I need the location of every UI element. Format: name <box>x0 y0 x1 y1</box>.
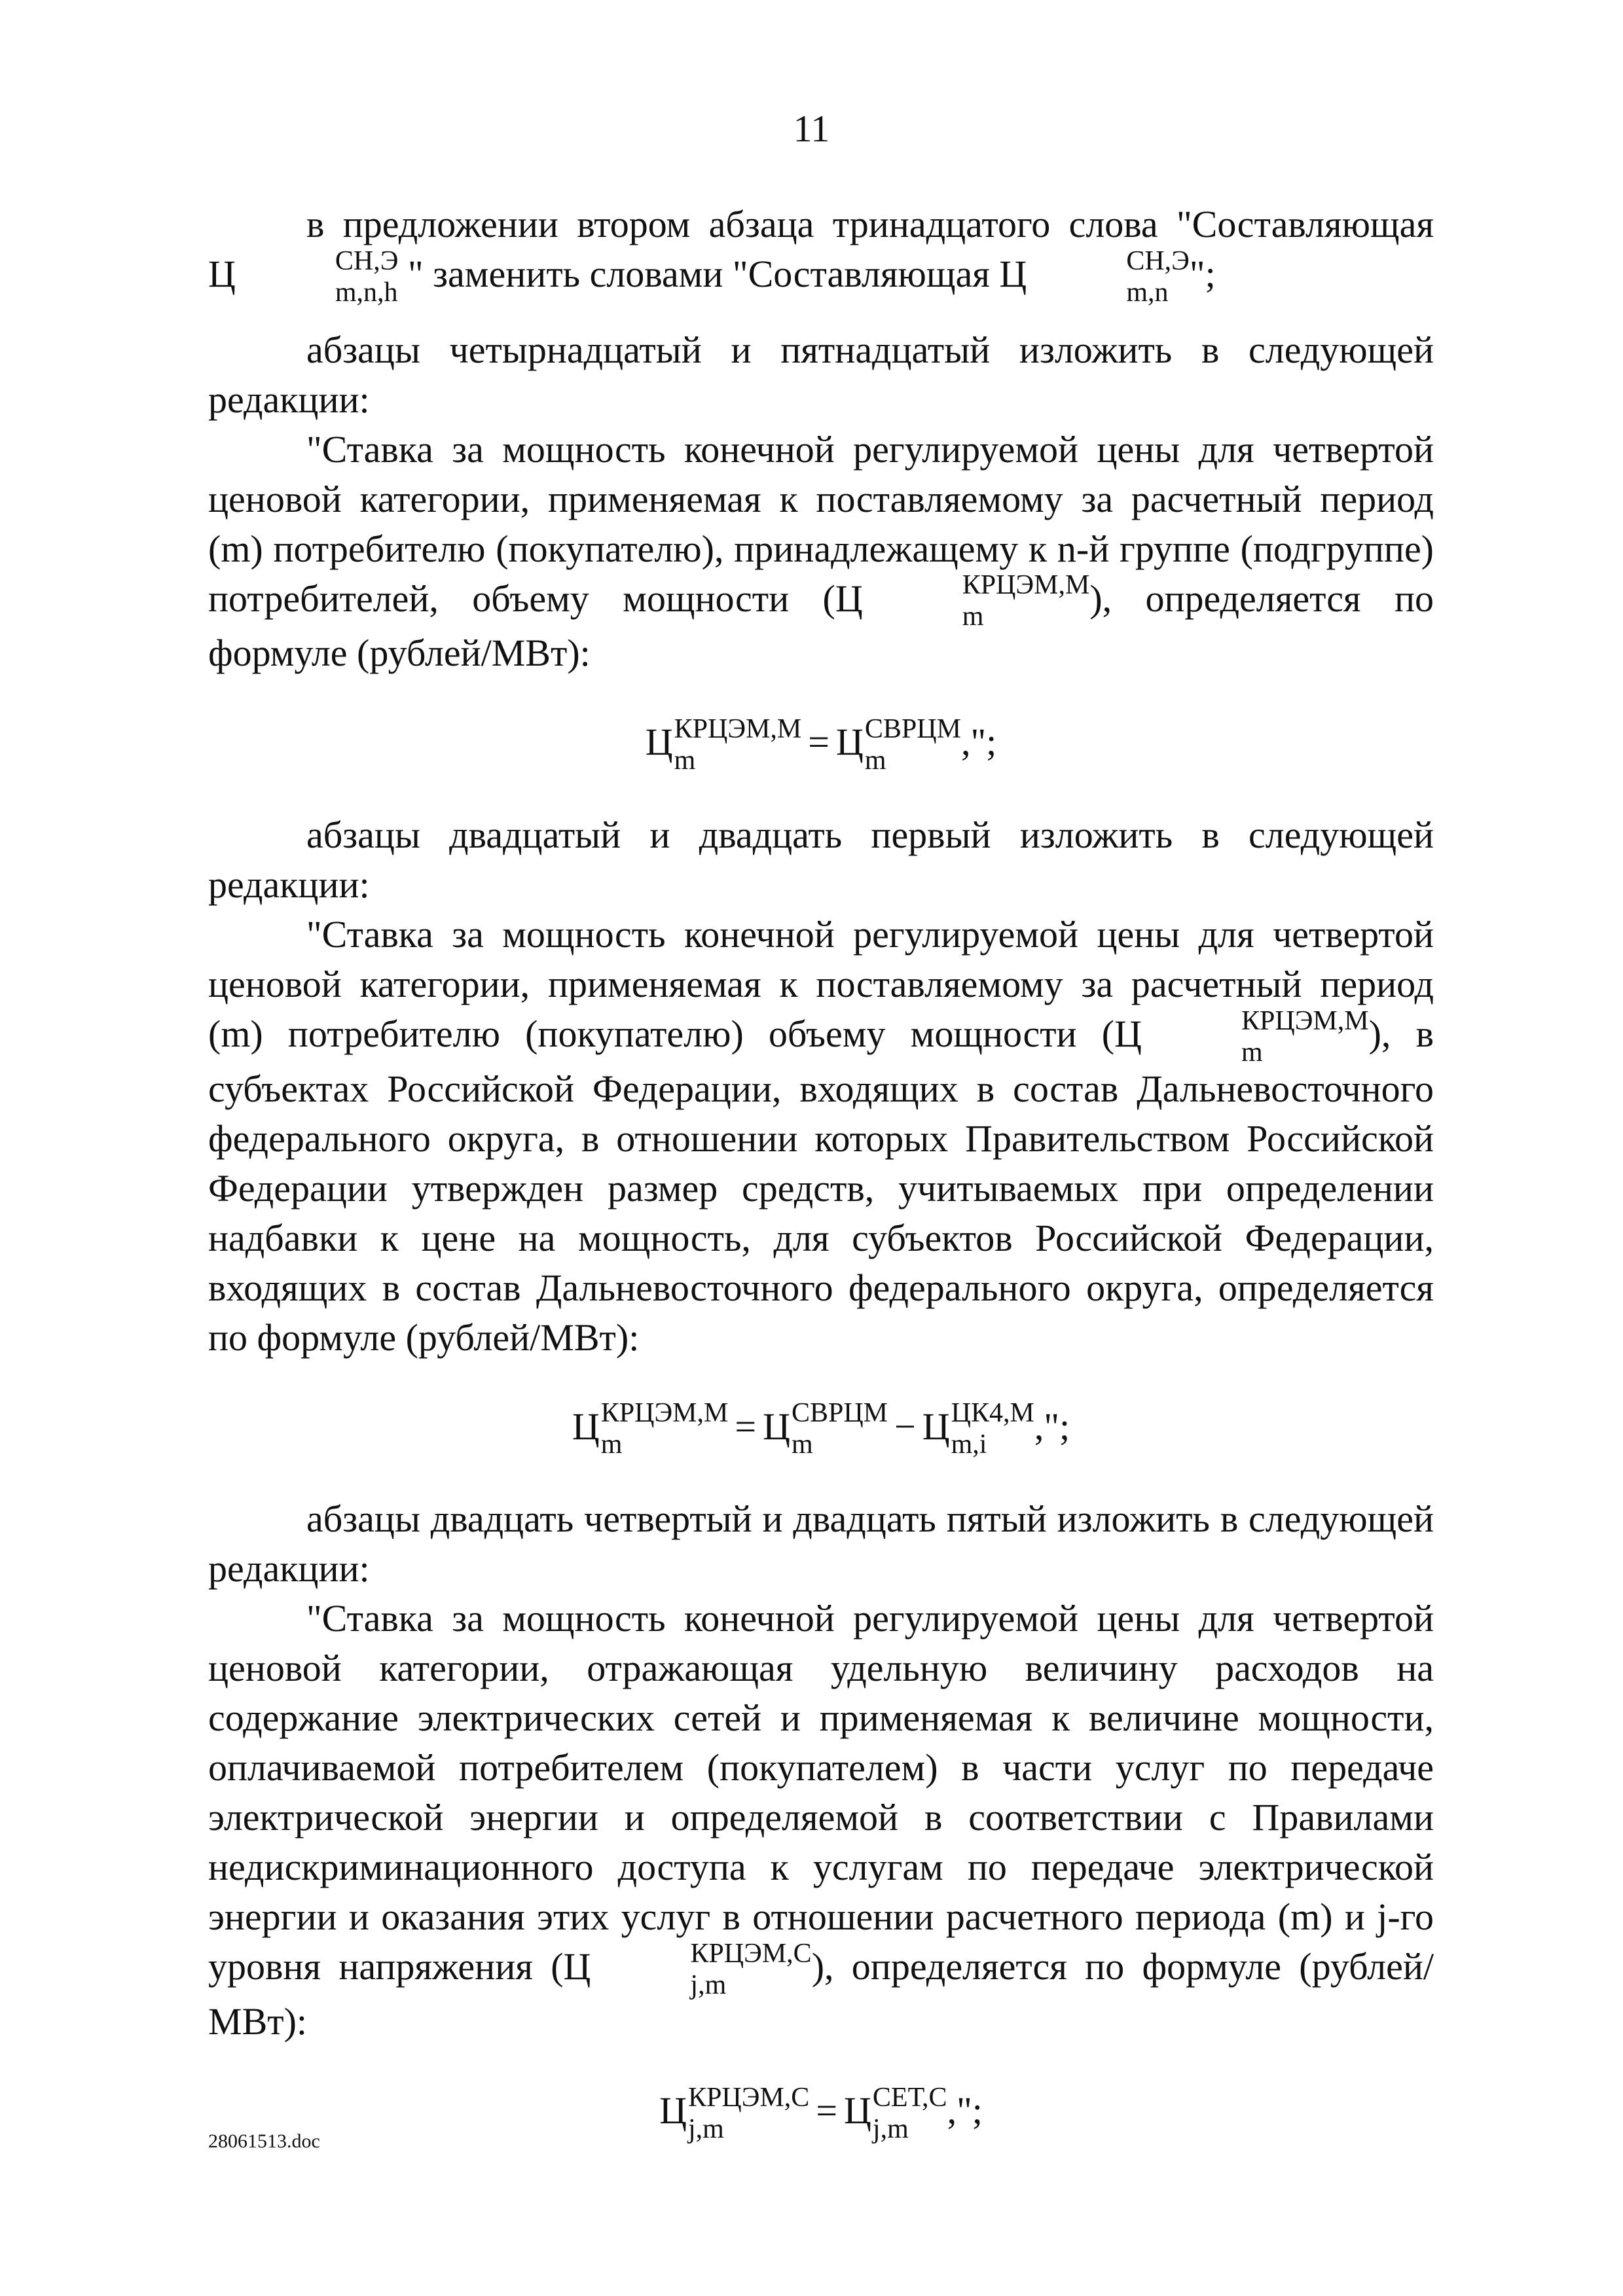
formula-1: Ц КРЦЭМ,М m = Ц СВРЦМ m ,"; <box>645 714 997 776</box>
formula-3: Ц КРЦЭМ,С j,m = Ц СЕТ,С j,m ,"; <box>659 2082 983 2144</box>
footer-filename: 28061513.doc <box>208 2130 320 2152</box>
symbol-ts-krcem-m: Ц КРЦЭМ,М m <box>835 570 1090 632</box>
paragraph-6: абзацы двадцать четвертый и двадцать пятый изложить в следующей редакции: <box>208 1498 1434 1590</box>
symbol-ts-ch-e-mn: Ц СН,Э m,n <box>999 245 1190 308</box>
symbol-ts-ch-e-mnh: Ц СН,Э m,n,h <box>208 245 399 308</box>
symbol-ts-krcem-m-2: Ц КРЦЭМ,М m <box>1114 1005 1369 1067</box>
document-body <box>208 200 1434 2179</box>
paragraph-1: в предложении втором абзаца тринадцатого слова "Составляющая Ц СН,Э m,n,h " заменить словами "Составляющая Ц СН,Э m,n "; <box>208 203 1434 308</box>
paragraph-3: "Ставка за мощность конечной регулируемой цены для четвертой ценовой категории, применяемая к поставляемому за расчетный период (m) потребителю (покупателю), принадлежащему к n-й группе (подгруппе) потребителей, объему мощности (Ц КРЦЭМ,М m ), определяется по формуле (рублей/МВт): <box>208 427 1434 675</box>
page-number: 11 <box>793 107 830 150</box>
paragraph-4: абзацы двадцатый и двадцать первый изложить в следующей редакции: <box>208 814 1434 906</box>
symbol-ts-krcem-c: Ц КРЦЭМ,С j,m <box>563 1939 812 2001</box>
formula-2: Ц КРЦЭМ,М m = Ц СВРЦМ m − Ц ЦК4,М m,i ,"; <box>572 1398 1070 1460</box>
paragraph-5: "Ставка за мощность конечной регулируемой цены для четвертой ценовой категории, применяемая к поставляемому за расчетный период (m) потребителю (покупателю) объему мощности (Ц КРЦЭМ,М m ), в субъектах Российской Федерации, входящих в состав Дальневосточного федерального округа, в отношении которых Правительством Российской Федерации утвержден размер средств, учитываемых при определении надбавки к цене на мощность, для субъектов Российской Федерации, входящих в состав Дальневосточного федерального округа, определяется по формуле (рублей/МВт): <box>208 913 1434 1359</box>
paragraph-7: "Ставка за мощность конечной регулируемой цены для четвертой ценовой категории, отражающая удельную величину расходов на содержание электрических сетей и применяемая к величине мощности, оплачиваемой потребителем (покупателем) в части услуг по передаче электрической энергии и определяемой в соответствии с Правилами недискриминационного доступа к услугам по передаче электрической энергии и оказания этих услуг в отношении расчетного периода (m) и j-го уровня напряжения (Ц КРЦЭМ,С j,m ), определяется по формуле (рублей/МВт): <box>208 1597 1434 2043</box>
paragraph-2: абзацы четырнадцатый и пятнадцатый изложить в следующей редакции: <box>208 328 1434 421</box>
